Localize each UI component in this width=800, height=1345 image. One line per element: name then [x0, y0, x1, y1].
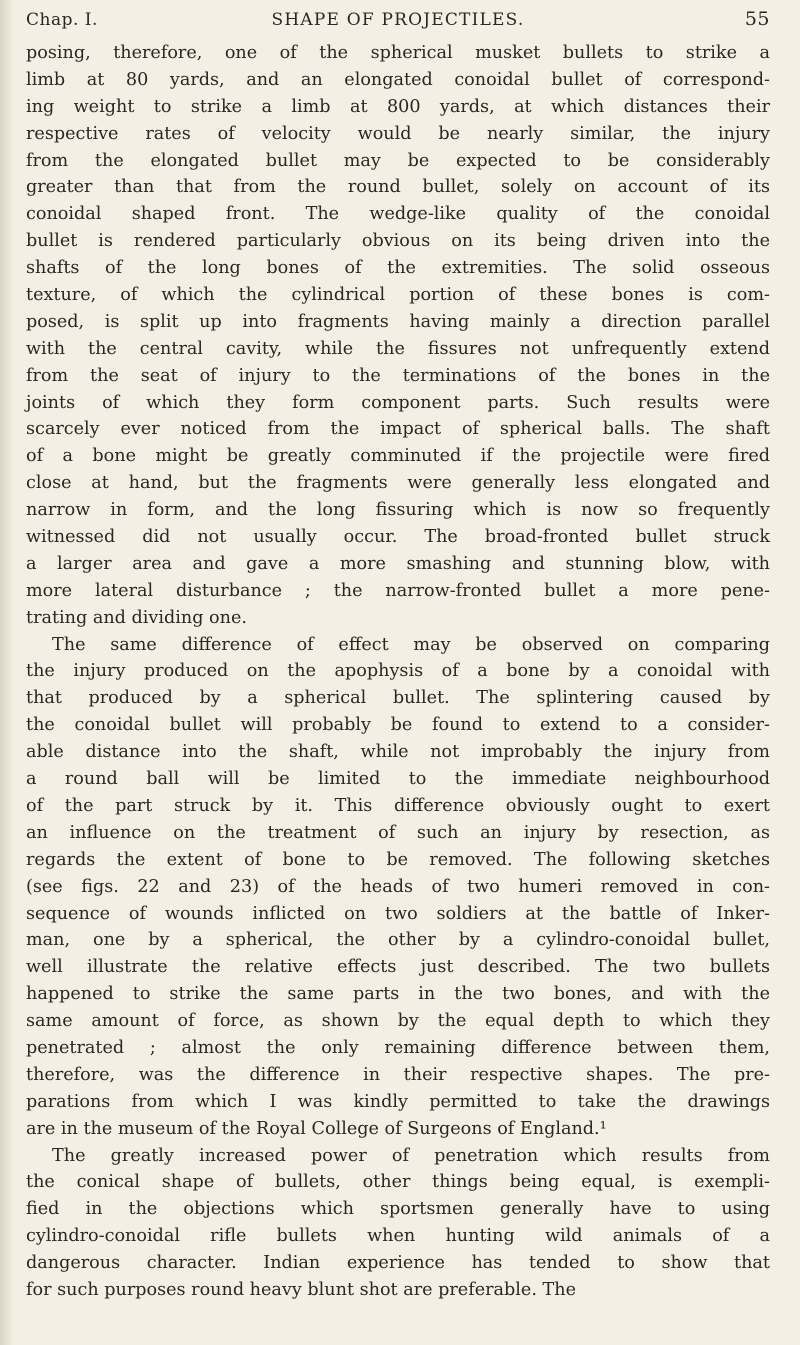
text-line: well illustrate the relative effects just described. The two bullets: [26, 957, 770, 978]
text-line: greater than that from the round bullet, solely on account of its: [26, 177, 770, 198]
text-line: a round ball will be limited to the immediate neighbourhood: [26, 769, 770, 790]
paragraph: [26, 1143, 770, 1304]
text-line: more lateral disturbance ; the narrow-fronted bullet a more pene-: [26, 580, 770, 601]
text-line: an influence on the treatment of such an injury by resection, as: [26, 822, 770, 843]
paragraph: [26, 40, 770, 632]
text-line: from the elongated bullet may be expected to be considerably: [26, 150, 770, 171]
text-line: the conical shape of bullets, other things being equal, is exempli-: [26, 1172, 770, 1193]
text-line: the conoidal bullet will probably be found to extend to a consider-: [26, 715, 770, 736]
text-line: cylindro-conoidal rifle bullets when hunting wild animals of a: [26, 1226, 770, 1247]
text-line: bullet is rendered particularly obvious on its being driven into the: [26, 231, 770, 252]
text-line: scarcely ever noticed from the impact of spherical balls. The shaft: [26, 419, 770, 440]
running-head: [26, 8, 770, 36]
text-line: posing, therefore, one of the spherical musket bullets to strike a: [26, 43, 770, 63]
text-line: the injury produced on the apophysis of a bone by a conoidal with: [26, 661, 770, 682]
text-line: penetrated ; almost the only remaining difference between them,: [26, 1037, 770, 1058]
text-line: posed, is split up into fragments having mainly a direction parallel: [26, 311, 770, 332]
text-line: texture, of which the cylindrical portion of these bones is com-: [26, 285, 770, 306]
page-number: 55: [744, 8, 770, 30]
text-line: ing weight to strike a limb at 800 yards, at which distances their: [26, 96, 770, 117]
text-line: regards the extent of bone to be removed. The following sketches: [26, 849, 770, 870]
text-line: parations from which I was kindly permitted to take the drawings: [26, 1091, 770, 1112]
running-title: SHAPE OF PROJECTILES.: [271, 10, 525, 30]
text-line: witnessed did not usually occur. The broad-fronted bullet struck: [26, 527, 770, 548]
text-line: conoidal shaped front. The wedge-like quality of the conoidal: [26, 204, 770, 225]
text-line: narrow in form, and the long fissuring which is now so frequently: [26, 500, 770, 521]
text-line: able distance into the shaft, while not improbably the injury from: [26, 742, 770, 763]
text-line: joints of which they form component parts. Such results were: [26, 392, 770, 413]
text-line: are in the museum of the Royal College of Surgeons of England.¹: [26, 1118, 607, 1139]
text-line: limb at 80 yards, and an elongated conoidal bullet of correspond-: [26, 69, 770, 90]
text-line: fied in the objections which sportsmen generally have to using: [26, 1199, 770, 1220]
paragraph: [26, 632, 770, 1143]
book-page: [26, 8, 770, 1304]
text-line: The same difference of effect may be observed on comparing: [52, 634, 770, 655]
text-line: with the central cavity, while the fissures not unfrequently extend: [26, 338, 770, 359]
text-line: a larger area and gave a more smashing and stunning blow, with: [26, 553, 770, 574]
text-line: shafts of the long bones of the extremities. The solid osseous: [26, 258, 770, 279]
text-line: dangerous character. Indian experience has tended to show that: [26, 1253, 770, 1274]
page-gutter-shadow: [0, 0, 14, 1345]
text-line: man, one by a spherical, the other by a cylindro-conoidal bullet,: [26, 930, 770, 951]
text-line: trating and dividing one.: [26, 607, 247, 628]
text-line: close at hand, but the fragments were generally less elongated and: [26, 473, 770, 494]
text-line: therefore, was the difference in their respective shapes. The pre-: [26, 1064, 770, 1085]
text-line: of a bone might be greatly comminuted if the projectile were fired: [26, 446, 770, 467]
text-line: (see figs. 22 and 23) of the heads of two humeri removed in con-: [26, 876, 770, 897]
text-line: The greatly increased power of penetration which results from: [52, 1145, 770, 1166]
text-line: same amount of force, as shown by the equal depth to which they: [26, 1011, 770, 1032]
chapter-label: Chap. I.: [26, 10, 98, 30]
text-line: sequence of wounds inflicted on two soldiers at the battle of Inker-: [26, 903, 770, 924]
text-line: that produced by a spherical bullet. The splintering caused by: [26, 688, 770, 709]
text-line: happened to strike the same parts in the two bones, and with the: [26, 984, 770, 1005]
body-text: [26, 40, 770, 1304]
text-line: from the seat of injury to the terminations of the bones in the: [26, 365, 770, 386]
text-line: for such purposes round heavy blunt shot are preferable. The: [26, 1279, 576, 1300]
text-line: of the part struck by it. This difference obviously ought to exert: [26, 795, 770, 816]
text-line: respective rates of velocity would be nearly similar, the injury: [26, 123, 770, 144]
